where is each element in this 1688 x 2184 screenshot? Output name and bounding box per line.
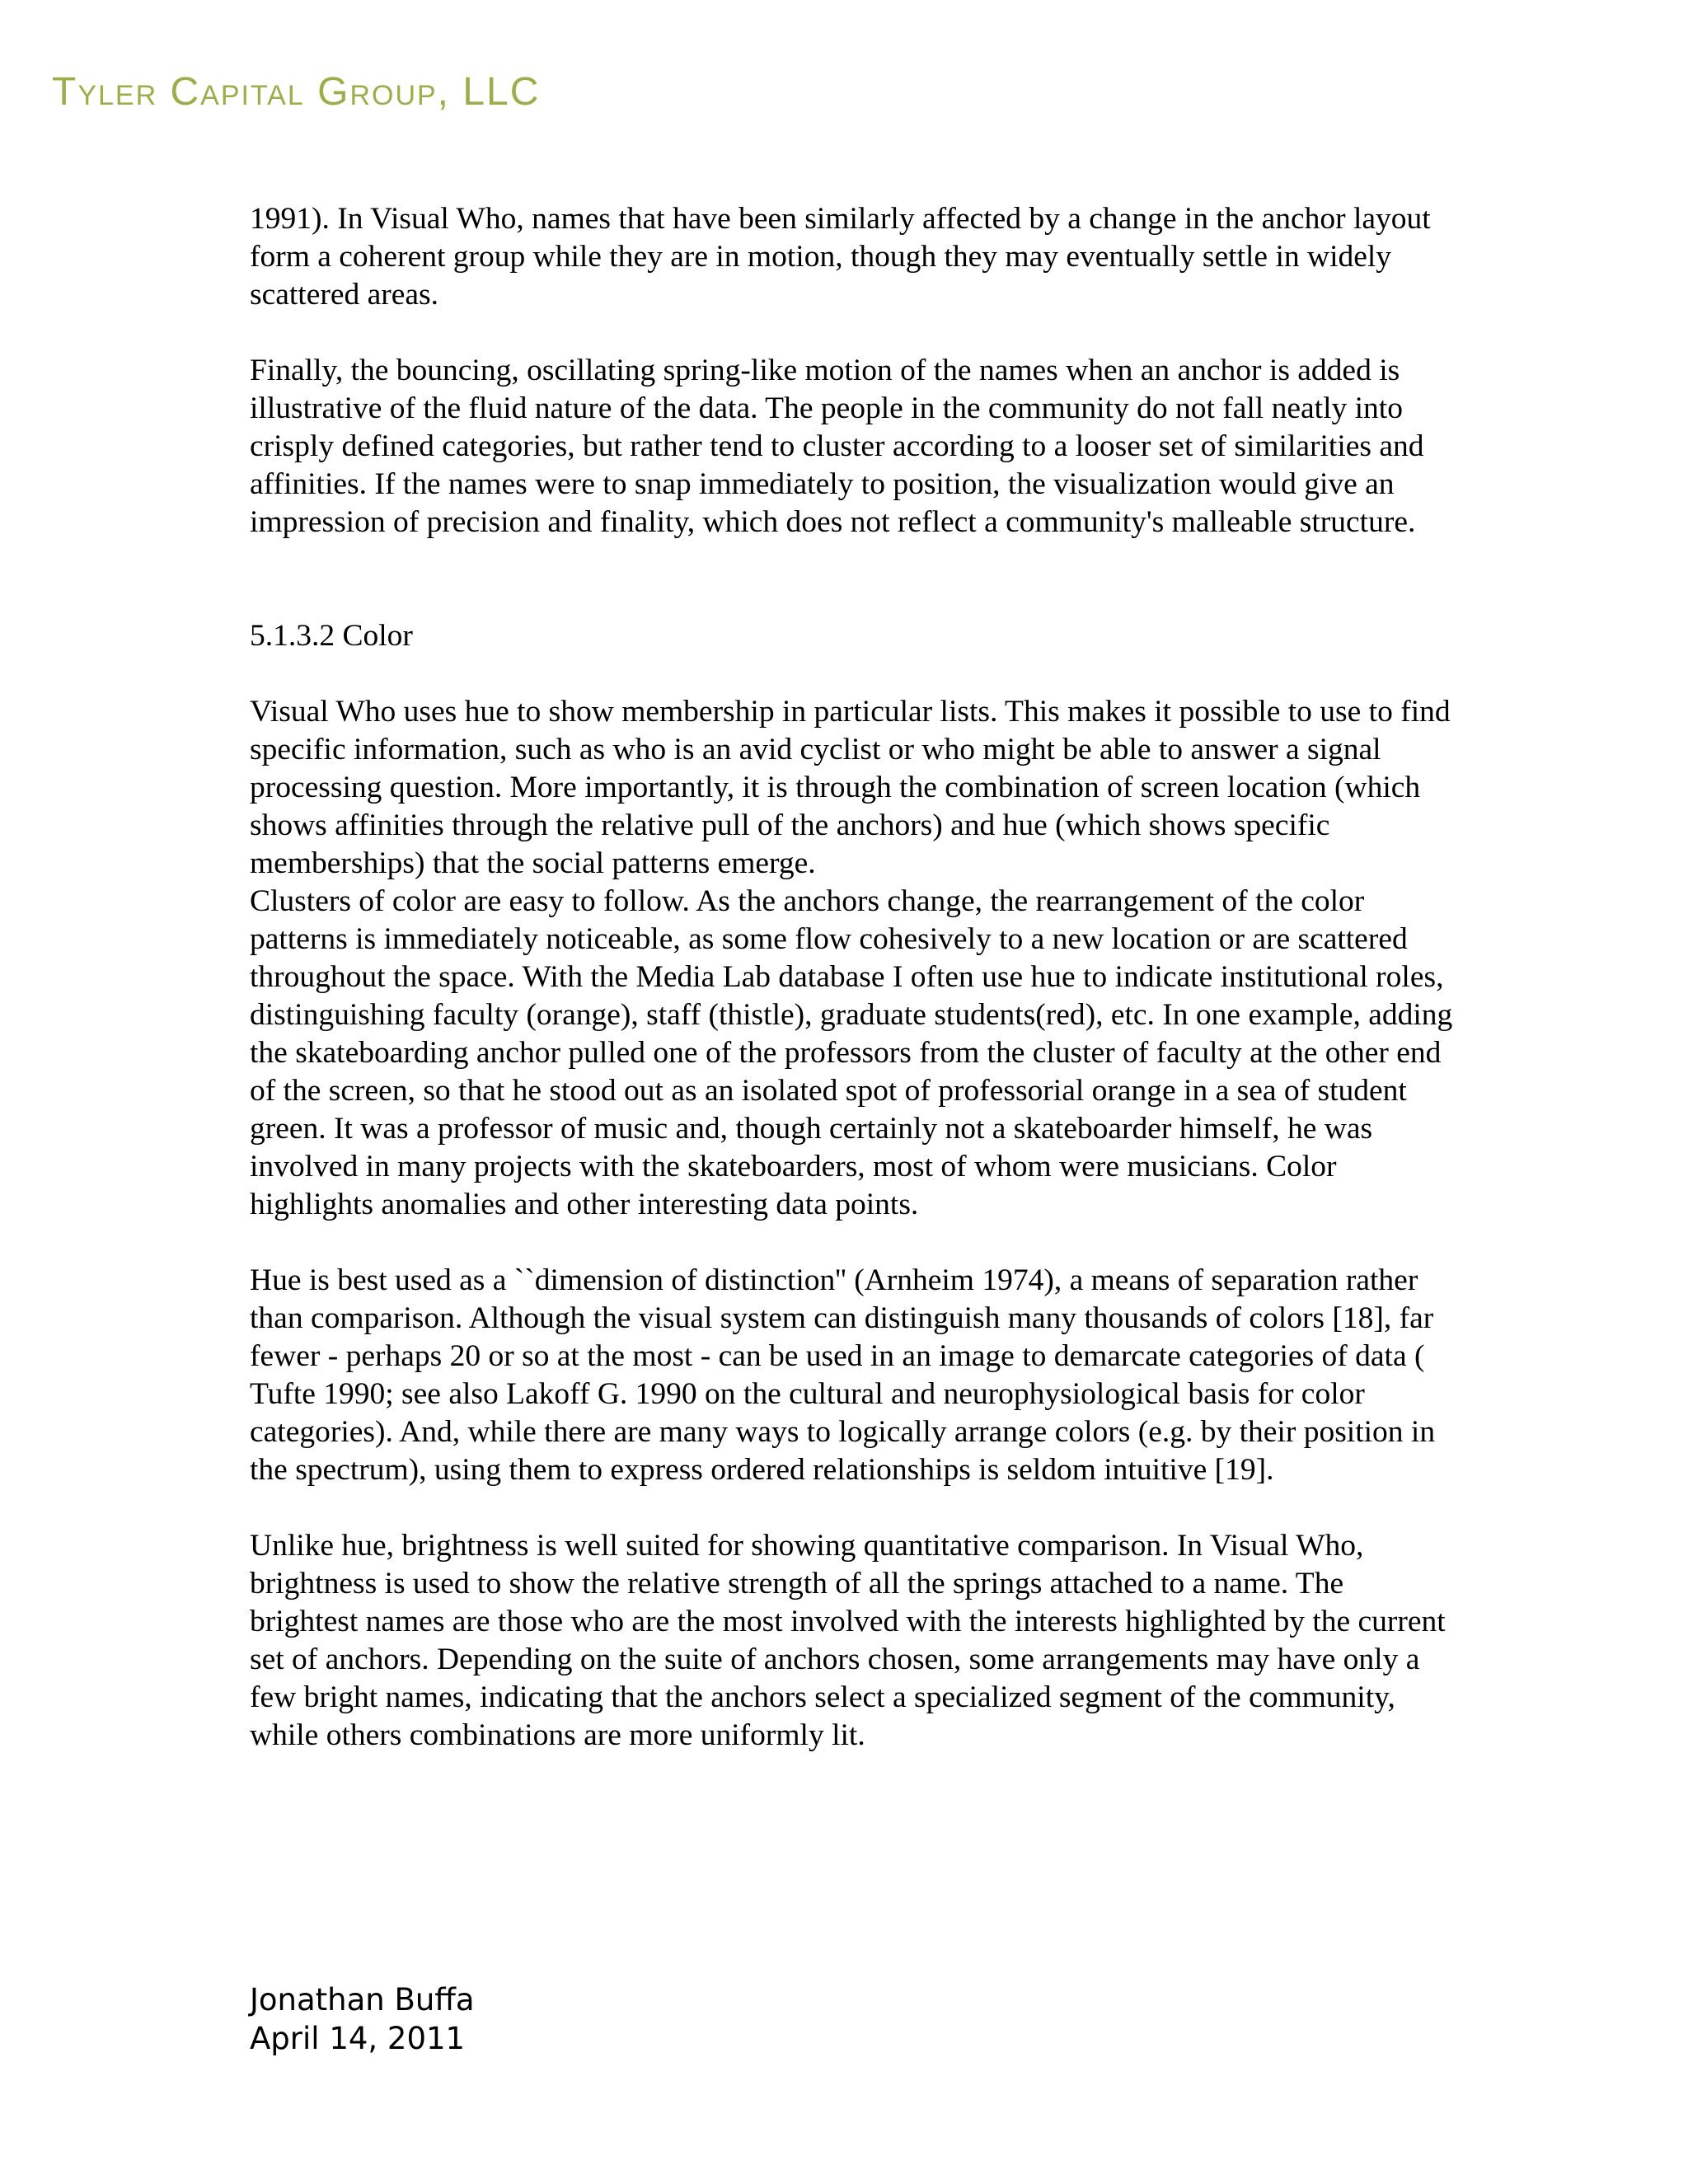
document-date: April 14, 2011 <box>250 2021 466 2056</box>
paragraph-color-clusters: Clusters of color are easy to follow. As the anchors change, the rearrangement of the color patterns is immediately noticeable, as some flow cohesively to a new location or are scattered throughout the space. With the Media Lab database I often use hue to indicate institutional roles, distinguishing faculty (orange), staff (thistle), graduate students(red), etc. In one example, adding the skateboarding anchor pulled one of the professors from the cluster of faculty at the other end of the screen, so that he stood out as an isolated spot of professorial orange in a sea of student green. It was a professor of music and, though certainly not a skateboarder himself, he was involved in many projects with the skateboarders, most of whom were musicians. Color highlights anomalies and other interesting data points. <box>250 884 1453 1221</box>
paragraph-hue-membership: Visual Who uses hue to show membership in particular lists. This makes it possible to use to find specific information, such as who is an avid cyclist or who might be able to answer a signal processing question. More importantly, it is through the combination of screen location (which shows affinities through the relative pull of the anchors) and hue (which shows specific memberships) that the social patterns emerge. <box>250 695 1451 880</box>
signature-block <box>250 1980 475 2058</box>
paragraph-dimension-of-distinction: Hue is best used as a ``dimension of distinction'' (Arnheim 1974), a means of separation rather than comparison. Although the visual system can distinguish many thousands of colors [18], far fewer - perhaps 20 or so at the most - can be used in an image to demarcate categories of data ( Tufte 1990; see also Lakoff G. 1990 on the cultural and neurophysiological basis for color categories). And, while there are many ways to logically arrange colors (e.g. by their position in the spectrum), using them to express ordered relationships is seldom intuitive [19]. <box>250 1263 1436 1487</box>
company-letterhead: Tyler Capital Group, LLC <box>52 70 541 114</box>
paragraph-brightness: Unlike hue, brightness is well suited for showing quantitative comparison. In Visual Who, brightness is used to show the relative strength of all the springs attached to a name. The brightest names are those who are the most involved with the interests highlighted by the current set of anchors. Depending on the suite of anchors chosen, some arrangements may have only a few bright names, indicating that the anchors select a specialized segment of the community, while others combinations are more uniformly lit. <box>250 1529 1446 1752</box>
section-heading-color: 5.1.3.2 Color <box>250 619 413 653</box>
author-name: Jonathan Buffa <box>250 1982 475 2018</box>
paragraph-continuation: 1991). In Visual Who, names that have been similarly affected by a change in the anchor layout form a coherent group while they are in motion, though they may eventually settle in widely scattered areas. <box>250 202 1431 312</box>
document-body <box>250 200 1453 1755</box>
paragraph-fluid-motion: Finally, the bouncing, oscillating spring-like motion of the names when an anchor is added is illustrative of the fluid nature of the data. The people in the community do not fall neatly into crisply defined categories, but rather tend to cluster according to a looser set of similarities and affinities. If the names were to snap immediately to position, the visualization would give an impression of precision and finality, which does not reflect a community's malleable structure. <box>250 354 1424 539</box>
